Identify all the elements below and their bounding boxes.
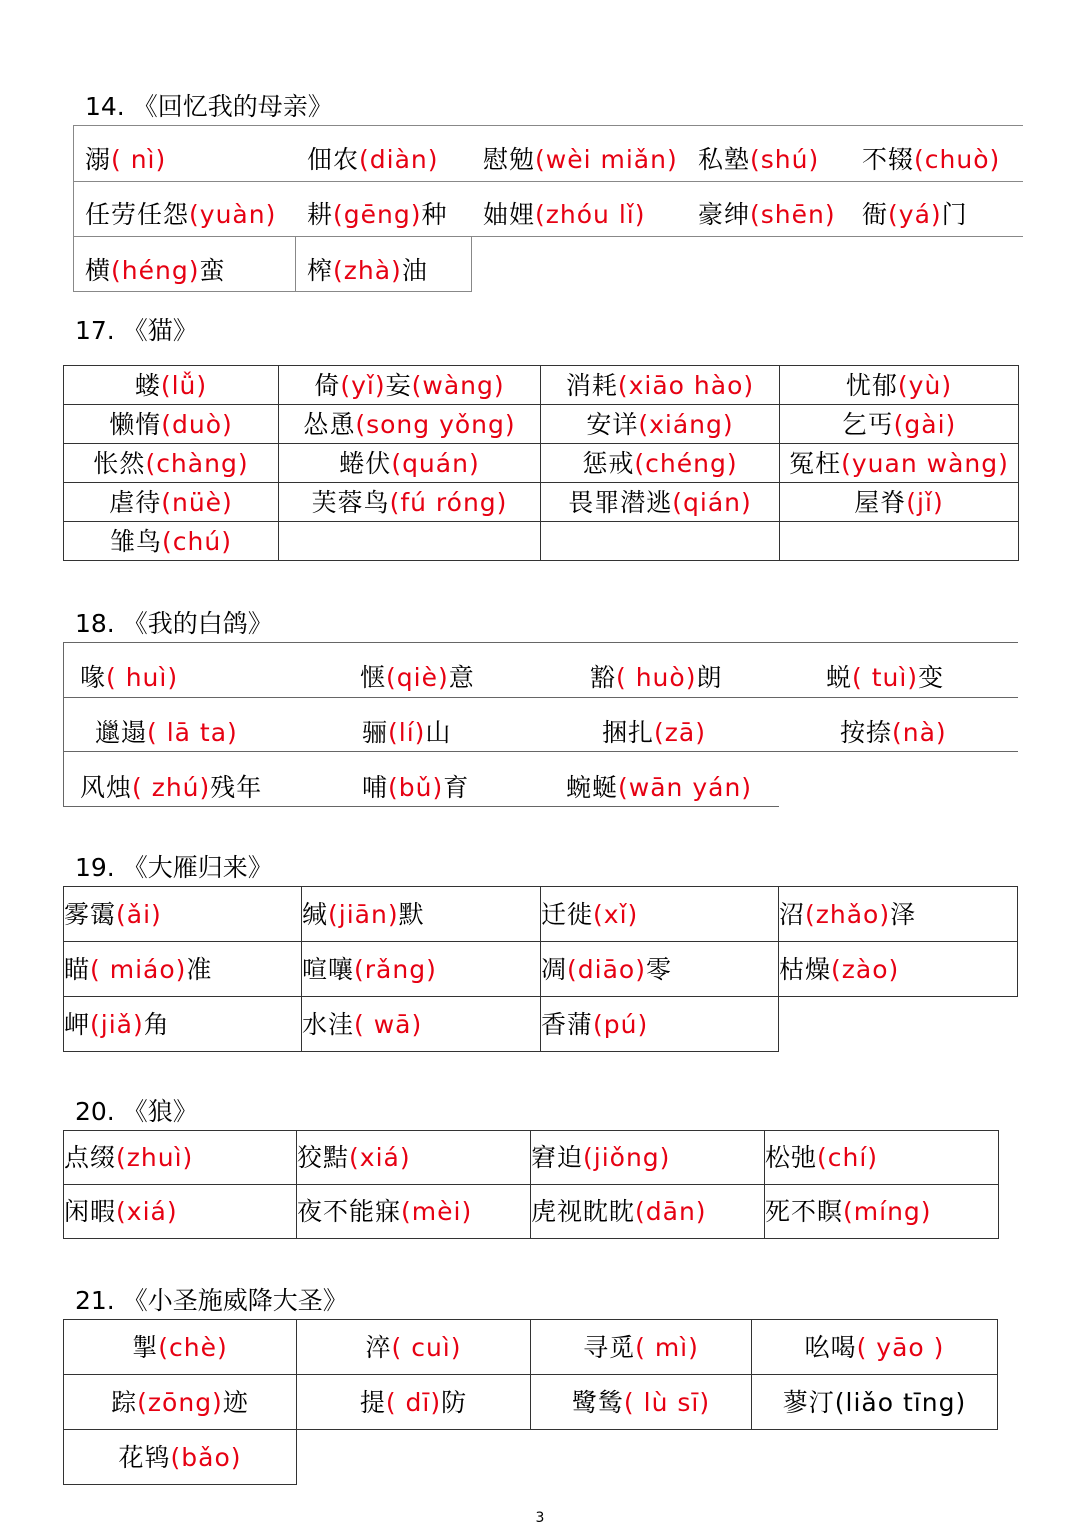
word-text: 惬 (360, 663, 387, 692)
vocab-entry (307, 147, 439, 172)
vocab-entry (307, 202, 448, 227)
word-text: 冤枉 (789, 448, 842, 478)
word-text: 准 (186, 954, 213, 984)
table-cell (64, 405, 279, 444)
word-text: 水洼 (302, 1009, 355, 1039)
word-text: 角 (143, 1009, 170, 1039)
word-text: 怂恿 (303, 409, 356, 439)
table-cell (531, 1131, 765, 1185)
pinyin-text: (dān) (635, 1197, 707, 1226)
pinyin-text: (quán) (391, 448, 480, 478)
pinyin-text: ( zhú) (132, 773, 211, 802)
word-text: 佃农 (307, 145, 360, 174)
word-text: 香蒲 (541, 1009, 594, 1039)
table-cell (780, 483, 1019, 522)
pinyin-text: (zhǎo) (805, 899, 891, 929)
rule-line (295, 236, 296, 292)
table-cell (279, 483, 541, 522)
vocab-entry (362, 720, 451, 745)
table-row (64, 1320, 998, 1375)
table-cell (531, 1185, 765, 1239)
table-cell (541, 366, 780, 405)
page-number: 3 (535, 1510, 545, 1526)
vocab-entry (95, 720, 238, 745)
word-text: 慰勉 (483, 145, 536, 174)
table-row (64, 444, 1019, 483)
pinyin-text: (wàng) (411, 370, 505, 400)
rule-line (73, 125, 1023, 126)
word-text: 溺 (85, 145, 112, 174)
word-text: 耕 (307, 200, 334, 229)
table-cell (64, 1320, 297, 1375)
rule-line (73, 125, 74, 292)
pinyin-text: (jiǒng) (583, 1143, 671, 1172)
word-text: 掣 (132, 1332, 159, 1362)
vocab-entry (826, 665, 944, 690)
pinyin-text: (xiāo hào) (617, 370, 755, 400)
vocab-entry (840, 720, 947, 745)
table-cell (541, 887, 779, 942)
pinyin-text: (chè) (158, 1332, 228, 1362)
table-cell (64, 522, 279, 561)
section-title: 19. 《大雁归来》 (75, 853, 273, 882)
table-cell (302, 887, 541, 942)
word-text: 点缀 (64, 1143, 117, 1172)
word-text: 乞丐 (841, 409, 894, 439)
table-row (64, 1185, 999, 1239)
word-text: 枯燥 (779, 954, 832, 984)
pinyin-text: (yá) (888, 200, 942, 229)
word-text: 骊 (362, 718, 389, 747)
vocab-entry (862, 147, 1000, 172)
pinyin-text: ( lù sī) (623, 1387, 711, 1417)
pinyin-text: ( miáo) (90, 954, 187, 984)
table-cell (779, 887, 1018, 942)
word-text: 鹭鸶 (571, 1387, 624, 1417)
word-text: 窘迫 (531, 1143, 584, 1172)
word-text: 死不瞑 (765, 1197, 844, 1226)
vocab-entry (566, 775, 752, 800)
rule-line (63, 806, 779, 807)
pinyin-text: (lí) (388, 718, 426, 747)
word-text: 岬 (64, 1009, 91, 1039)
pinyin-text: (chéng) (634, 448, 738, 478)
word-text: 泽 (890, 899, 917, 929)
pinyin-text: (diāo) (567, 954, 646, 984)
pinyin-text: ( tuì) (852, 663, 919, 692)
word-text: 朗 (696, 663, 723, 692)
pinyin-text: (qián) (672, 487, 752, 517)
pinyin-text: (shēn) (750, 200, 836, 229)
table-cell (64, 887, 302, 942)
word-text: 蝼 (134, 370, 161, 400)
table-cell (780, 366, 1019, 405)
word-text: 芙蓉鸟 (311, 487, 390, 517)
table-row (64, 1430, 998, 1485)
word-text: 惩戒 (582, 448, 635, 478)
word-text: 花鸨 (118, 1442, 171, 1472)
word-text: 育 (443, 773, 470, 802)
pinyin-text: (yǐ) (340, 370, 386, 400)
word-text: 迁徙 (541, 899, 594, 929)
word-text: 畏罪潜逃 (568, 487, 673, 517)
vocab-entry (80, 775, 262, 800)
pinyin-text: ( lā ta) (147, 718, 238, 747)
word-text: 雏鸟 (110, 526, 163, 556)
table-cell (541, 483, 780, 522)
rule-line (63, 697, 1018, 698)
pinyin-text: ( nì) (111, 145, 167, 174)
word-text: 蜷伏 (339, 448, 392, 478)
word-text: 闲暇 (64, 1197, 117, 1226)
word-text: 蜿蜒 (566, 773, 619, 802)
word-text: 横 (85, 256, 112, 285)
vocab-entry (483, 147, 678, 172)
pinyin-text: (nüè) (161, 487, 233, 517)
pinyin-text: (bǎo) (170, 1442, 242, 1472)
word-text: 踪 (111, 1387, 138, 1417)
word-text: 豁 (590, 663, 617, 692)
pinyin-text: (chuò) (914, 145, 1001, 174)
pinyin-text: (zōng) (137, 1387, 223, 1417)
vocab-table (63, 365, 1019, 561)
word-text: 风烛 (80, 773, 133, 802)
vocab-entry (590, 665, 722, 690)
pinyin-text: ( huò) (616, 663, 697, 692)
word-text: 油 (401, 256, 428, 285)
word-text: 瞄 (64, 954, 91, 984)
table-cell (765, 1185, 999, 1239)
word-text: 按捺 (840, 718, 893, 747)
vocab-entry (602, 720, 706, 745)
table-cell (302, 997, 541, 1052)
table-cell (752, 1320, 998, 1375)
pinyin-text: (xiá) (116, 1197, 178, 1226)
word-text: 凋 (541, 954, 568, 984)
word-text: 怅然 (93, 448, 146, 478)
vocab-entry (862, 202, 968, 227)
table-row (64, 483, 1019, 522)
pinyin-text: (chàng) (145, 448, 249, 478)
table-cell (780, 522, 1019, 561)
word-text: 任劳任怨 (85, 200, 190, 229)
vocab-entry (483, 202, 645, 227)
table-cell (64, 942, 302, 997)
word-text: 私塾 (698, 145, 751, 174)
table-cell (541, 444, 780, 483)
word-text: 默 (398, 899, 425, 929)
table-cell (752, 1375, 998, 1430)
table-cell (64, 366, 279, 405)
vocab-table (63, 886, 1018, 1052)
word-text: 不辍 (862, 145, 915, 174)
vocab-entry (85, 258, 225, 283)
section-title: 17. 《猫》 (75, 316, 198, 345)
table-row (64, 405, 1019, 444)
table-row (64, 887, 1018, 942)
pinyin-text: (xiá) (349, 1143, 411, 1172)
word-text: 吆喝 (804, 1332, 857, 1362)
section-title: 14. 《回忆我的母亲》 (85, 92, 333, 121)
table-cell (541, 405, 780, 444)
word-text: 淬 (365, 1332, 392, 1362)
pinyin-text: (chú) (162, 526, 232, 556)
table-cell (765, 1131, 999, 1185)
table-cell (541, 942, 779, 997)
word-text: 防 (441, 1387, 468, 1417)
rule-line (63, 751, 1018, 752)
vocab-entry (698, 202, 836, 227)
word-text: 山 (425, 718, 452, 747)
vocab-entry (307, 258, 428, 283)
rule-line (73, 291, 471, 292)
word-text: 哺 (362, 773, 389, 802)
pinyin-text: (jiān) (328, 899, 399, 929)
word-text: 门 (941, 200, 968, 229)
pinyin-text: (shú) (750, 145, 820, 174)
pinyin-text: (yù) (897, 370, 953, 400)
word-text: 缄 (302, 899, 329, 929)
word-text: 寻觅 (583, 1332, 636, 1362)
word-text: 松弛 (765, 1143, 818, 1172)
rule-line (63, 642, 64, 807)
word-text: 捆扎 (602, 718, 655, 747)
rule-line (63, 642, 1018, 643)
pinyin-text: (míng) (843, 1197, 932, 1226)
pinyin-text: ( mì) (635, 1332, 699, 1362)
table-cell (64, 1375, 297, 1430)
word-text: 安详 (586, 409, 639, 439)
table-cell (64, 1185, 297, 1239)
table-cell (279, 366, 541, 405)
pinyin-text: (song yǒng) (355, 409, 516, 439)
pinyin-text: (xiáng) (638, 409, 734, 439)
word-text: 狡黠 (297, 1143, 350, 1172)
word-text: 喙 (80, 663, 107, 692)
pinyin-text: (zhóu lǐ) (535, 200, 646, 229)
vocab-entry (362, 775, 469, 800)
pinyin-text: (yuàn) (189, 200, 277, 229)
word-text: 意 (448, 663, 475, 692)
pinyin-text: (duò) (161, 409, 233, 439)
word-text: 虎视眈眈 (531, 1197, 636, 1226)
table-cell (297, 1375, 531, 1430)
vocab-entry (85, 202, 276, 227)
vocab-table (63, 1130, 999, 1239)
pinyin-text: ( dī) (385, 1387, 442, 1417)
word-text: 倚 (314, 370, 341, 400)
table-cell (279, 444, 541, 483)
pinyin-text: (bǔ) (388, 773, 444, 802)
table-cell (297, 1185, 531, 1239)
pinyin-text: ( huì) (106, 663, 179, 692)
table-cell (64, 444, 279, 483)
pinyin-text: (héng) (111, 256, 200, 285)
word-text: 雾霭 (64, 899, 117, 929)
pinyin-text: (jiǎ) (90, 1009, 144, 1039)
pinyin-text: (chí) (817, 1143, 879, 1172)
pinyin-text: (fú róng) (389, 487, 508, 517)
pinyin-text: ( cuì) (391, 1332, 462, 1362)
word-text: 喧嚷 (302, 954, 355, 984)
rule-line (73, 236, 1023, 237)
pinyin-text: (zào) (831, 954, 900, 984)
word-text: 提 (359, 1387, 386, 1417)
pinyin-text: (nà) (892, 718, 947, 747)
vocab-entry (80, 665, 178, 690)
pinyin-text: (pú) (593, 1009, 649, 1039)
word-text: 变 (918, 663, 945, 692)
pinyin-text: (diàn) (359, 145, 439, 174)
table-cell (541, 522, 780, 561)
table-row (64, 997, 1018, 1052)
table-cell (297, 1320, 531, 1375)
word-text: 沼 (779, 899, 806, 929)
vocab-entry (698, 147, 819, 172)
pinyin-text: (zhà) (333, 256, 402, 285)
pinyin-text: (zā) (654, 718, 706, 747)
word-text: 种 (421, 200, 448, 229)
table-cell (302, 942, 541, 997)
pinyin-text: (gài) (893, 409, 957, 439)
table-cell (780, 444, 1019, 483)
section-title: 20. 《狼》 (75, 1097, 198, 1126)
rule-line (471, 236, 472, 292)
table-row (64, 1131, 999, 1185)
pinyin-text: (xǐ) (593, 899, 639, 929)
pinyin-text: (gēng) (333, 200, 422, 229)
pinyin-text: (zhuì) (116, 1143, 194, 1172)
word-text: 残年 (210, 773, 263, 802)
pinyin-text: (yuan wàng) (841, 448, 1009, 478)
pinyin-text: (lǚ) (160, 370, 208, 400)
table-cell (64, 997, 302, 1052)
word-text: 豪绅 (698, 200, 751, 229)
table-cell (779, 942, 1018, 997)
word-text: 虐待 (109, 487, 162, 517)
pinyin-text: (ǎi) (116, 899, 162, 929)
word-text: 妯娌 (483, 200, 536, 229)
word-text: 衙 (862, 200, 889, 229)
word-text: 榨 (307, 256, 334, 285)
table-cell (531, 1375, 752, 1430)
word-text: 邋遢 (95, 718, 148, 747)
pinyin-text: ( wā) (354, 1009, 423, 1039)
section-title: 18. 《我的白鸽》 (75, 609, 273, 638)
word-text: 蓼汀(liǎo tīng) (782, 1387, 967, 1417)
pinyin-text: ( yāo ) (856, 1332, 945, 1362)
pinyin-text: (rǎng) (354, 954, 437, 984)
pinyin-text: (jǐ) (906, 487, 944, 517)
table-cell (531, 1320, 752, 1375)
table-cell (64, 1131, 297, 1185)
word-text: 迹 (222, 1387, 249, 1417)
pinyin-text: (qiè) (386, 663, 449, 692)
table-row (64, 522, 1019, 561)
table-row (64, 1375, 998, 1430)
table-cell (279, 405, 541, 444)
word-text: 屋脊 (854, 487, 907, 517)
word-text: 蜕 (826, 663, 853, 692)
word-text: 忧郁 (845, 370, 898, 400)
table-cell (541, 997, 779, 1052)
word-text: 蛮 (199, 256, 226, 285)
word-text: 夜不能寐 (297, 1197, 402, 1226)
vocab-entry (85, 147, 166, 172)
pinyin-text: (wān yán) (618, 773, 753, 802)
vocab-table (63, 1319, 998, 1485)
word-text: 妄 (385, 370, 412, 400)
table-cell (64, 1430, 297, 1485)
table-cell (64, 483, 279, 522)
table-row (64, 366, 1019, 405)
table-cell (279, 522, 541, 561)
word-text: 消耗 (565, 370, 618, 400)
vocab-entry (360, 665, 475, 690)
pinyin-text: (mèi) (401, 1197, 473, 1226)
table-cell (780, 405, 1019, 444)
table-row (64, 942, 1018, 997)
word-text: 零 (645, 954, 672, 984)
section-title: 21. 《小圣施威降大圣》 (75, 1286, 348, 1315)
rule-line (73, 181, 1023, 182)
table-cell (297, 1131, 531, 1185)
word-text: 懒惰 (109, 409, 162, 439)
pinyin-text: (wèi miǎn) (535, 145, 678, 174)
